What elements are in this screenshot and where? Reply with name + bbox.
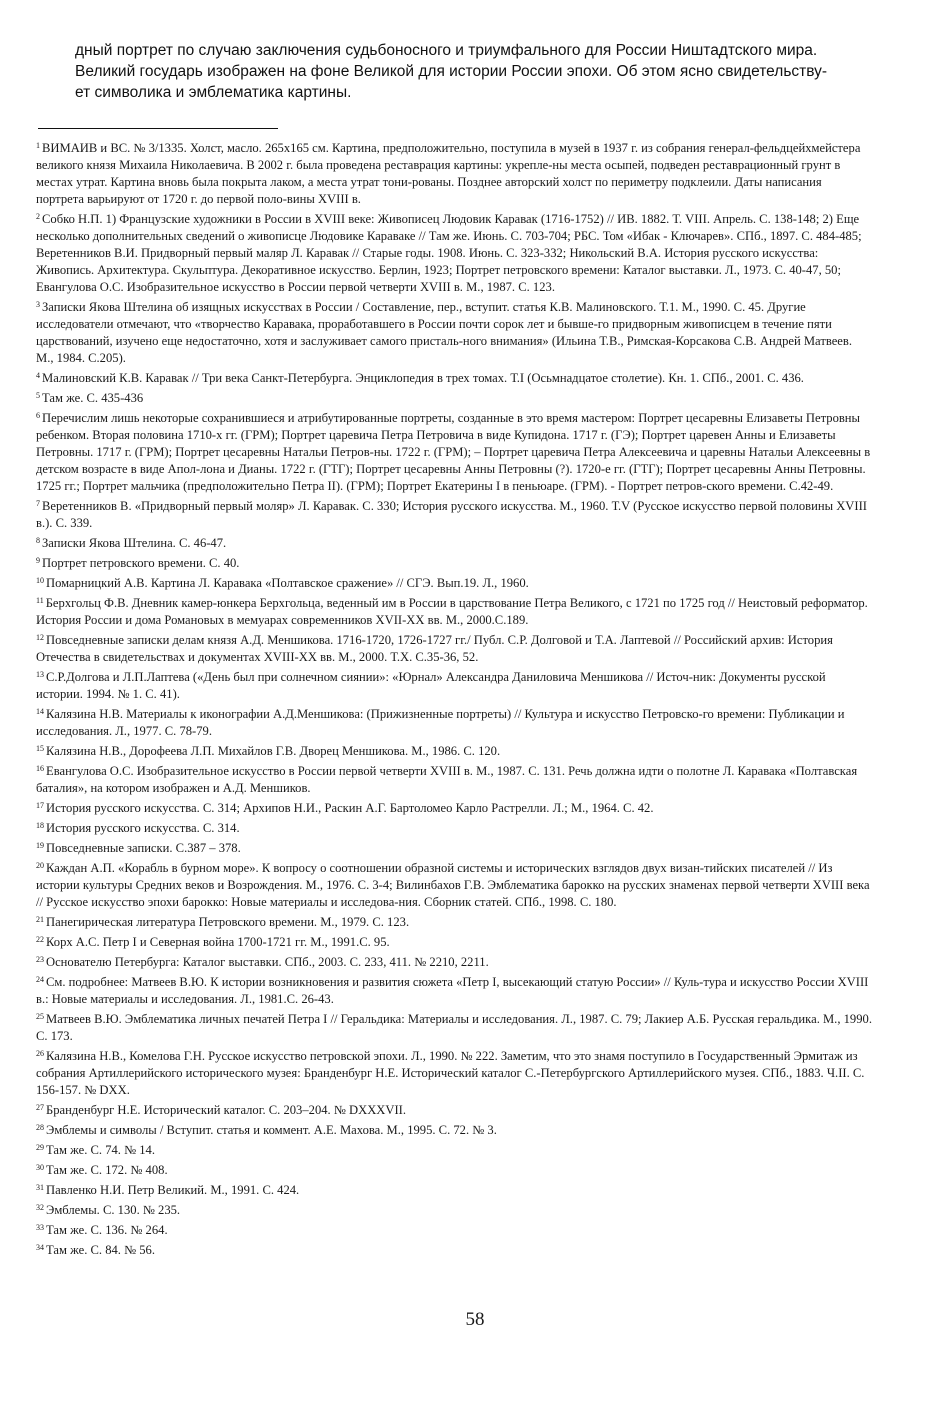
footnote-text: Малиновский К.В. Каравак // Три века Санкт-Петербурга. Энциклопедия в трех томах. Т.I (Осьмнадцатое столетие). Кн. 1. СПб., 2001. С. 436. <box>42 371 804 385</box>
footnote <box>36 931 872 951</box>
footnote-text: Записки Якова Штелина. С. 46-47. <box>42 536 227 550</box>
footnote-number: 16 <box>36 764 44 773</box>
footnote-text: С.Р.Долгова и Л.П.Лаптева («День был при солнечном сиянии»: «Юрнал» Александра Даниловича Меншикова // Источ-ник: Документы русской истории. 1994. № 1. С. 41). <box>36 670 826 701</box>
footnote-text: Эмблемы. С. 130. № 235. <box>46 1203 181 1217</box>
footnote <box>36 1159 872 1179</box>
footnote-number: 17 <box>36 801 44 810</box>
footnote-number: 1 <box>36 141 40 150</box>
footnote-number: 9 <box>36 556 40 565</box>
footnote <box>36 911 872 931</box>
main-text-paragraph <box>75 40 875 103</box>
footnote-text: История русского искусства. С. 314. <box>46 821 240 835</box>
footnote <box>36 1199 872 1219</box>
footnote <box>36 495 872 532</box>
footnote-number: 2 <box>36 212 40 221</box>
footnote-text: Повседневные записки. С.387 – 378. <box>46 841 241 855</box>
footnote-number: 29 <box>36 1143 44 1152</box>
footnote <box>36 572 872 592</box>
footnote-number: 23 <box>36 955 44 964</box>
page-number: 58 <box>465 1309 485 1330</box>
footnote <box>36 666 872 703</box>
footnote-number: 11 <box>36 596 44 605</box>
footnote <box>36 837 872 857</box>
footnote-text: Перечислим лишь некоторые сохранившиеся и атрибутированные портреты, созданные в это время мастером: Портрет цесаревны Елизаветы Петровны ребенком. Вторая половина 1710-х гг. (ГРМ); Портрет царевича Петра Петровича в виде Купидона. 1717 г. (ГЭ); Портрет царевен Анны и Елизаветы Петровны. 1717 г. (ГРМ); Портрет цесаревны Натальи Петров-ны. 1722 г. (ГРМ); – Портрет царевича Петра Алексеевича и царевны Натальи Алексеевны в детском возрасте в виде Апол-лона и Дианы. 1722 г. (ГТГ); Портрет цесаревны Анны Петровны (?). 1720-е гг. (ГТГ); Портрет цесаревны Анны Петровны. 1725 гг.; Портрет мальчика (предположительно Петра II). (ГРМ); Портрет Екатерины I в пеньюаре. (ГРМ). - Портрет петров-ского времени. С.42-49. <box>36 411 871 493</box>
footnote-number: 3 <box>36 300 40 309</box>
footnote-number: 4 <box>36 371 40 380</box>
footnote-number: 21 <box>36 915 44 924</box>
footnote-number: 33 <box>36 1223 44 1232</box>
footnote-number: 10 <box>36 576 44 585</box>
footnote-text: Там же. С. 84. № 56. <box>46 1243 156 1257</box>
footnote-number: 7 <box>36 499 40 508</box>
footnote-number: 19 <box>36 841 44 850</box>
footnote-text: Записки Якова Штелина об изящных искусствах в России / Составление, пер., вступит. статья К.В. Малиновского. Т.1. М., 1990. С. 45. Другие исследователи отмечают, что «творчество Каравака, проработавшего в России почти сорок лет и бывше-го придворным живописцем в течение пяти царствований, изучено еще недостаточно, хотя и заслуживает самого присталь-ного внимания» (Ильина Т.В., Римская-Корсакова С.В. Андрей Матвеев. М., 1984. С.205). <box>36 300 852 365</box>
footnote-text: Портрет петровского времени. С. 40. <box>42 556 240 570</box>
footnote-text: Повседневные записки делам князя А.Д. Меншикова. 1716-1720, 1726-1727 гг./ Публ. С.Р. Долговой и Т.А. Лаптевой // Российский архив: История Отечества в свидетельствах и документах XVIII-XX вв. М., 2000. Т.Х. С.35-36, 52. <box>36 633 833 664</box>
main-text-line: дный портрет по случаю заключения судьбоносного и триумфального для России Ништадтского мира. <box>75 42 818 59</box>
footnote-text: Там же. С. 74. № 14. <box>46 1143 156 1157</box>
footnote-number: 32 <box>36 1203 44 1212</box>
footnote <box>36 951 872 971</box>
footnote-text: Калязина Н.В. Материалы к иконографии А.Д.Меншикова: (Прижизненные портреты) // Культура и искусство Петровско-го времени: Публикации и исследования. Л., 1977. С. 78-79. <box>36 707 845 738</box>
footnote-text: Там же. С. 435-436 <box>42 391 144 405</box>
footnote-text: Каждан А.П. «Корабль в бурном море». К вопросу о соотношении образной системы и исторических взглядов двух визан-тийских писателей // Из истории культуры Средних веков и Возрождения. М., 1976. С. 3-4; Вилинбахов Г.В. Эмблематика барокко на русских знаменах первой четверти XVIII века // Русское искусство эпохи барокко: Новые материалы и исследова-ния. Сборник статей. СПб., 1998. С. 180. <box>36 861 870 909</box>
footnote-text: Там же. С. 172. № 408. <box>46 1163 168 1177</box>
footnote-text: Берхгольц Ф.В. Дневник камер-юнкера Берхгольца, веденный им в России в царствование Петра Великого, с 1721 по 1725 год // Неистовый реформатор. История России и дома Романовых в мемуарах современников XVII-XX вв. М., 2000.С.189. <box>36 596 868 627</box>
footnote <box>36 1045 872 1099</box>
footnote-text: Собко Н.П. 1) Французские художники в России в XVIII веке: Живописец Людовик Каравак (1716-1752) // ИВ. 1882. Т. VIII. Апрель. С. 138-148; 2) Еще несколько дополнительных сведений о живописце Людовике Караваке // Там же. Июнь. С. 703-704; РБС. Том «Ибак - Ключарев». СПб., 1897. С. 484-485; Веретенников В.И. Придворный первый маляр Л. Каравак // Старые годы. 1908. Июнь. С. 323-332; Никольский В.А. История русского искусства: Живопись. Архитектура. Скульптура. Декоративное искусство. Берлин, 1923; Портрет петровского времени: Каталог выставки. Л., 1973. С. 40-47, 50; Евангулова О.С. Изобразительное искусство в России первой четверти XVIII в. М., 1987. С. 123. <box>36 212 862 294</box>
footnote-text: Панегирическая литература Петровского времени. М., 1979. С. 123. <box>46 915 410 929</box>
footnote <box>36 740 872 760</box>
footnote-text: Матвеев В.Ю. Эмблематика личных печатей Петра I // Геральдика: Материалы и исследования. Л., 1987. С. 79; Лакиер А.Б. Русская геральдика. М., 1990. С. 173. <box>36 1012 872 1043</box>
footnote <box>36 137 872 208</box>
footnote <box>36 407 872 495</box>
footnote <box>36 797 872 817</box>
main-text-line: ет символика и эмблематика картины. <box>75 84 352 101</box>
footnote-number: 8 <box>36 536 40 545</box>
main-text-line: Великий государь изображен на фоне Великой для истории России эпохи. Об этом ясно свидетельству- <box>75 63 828 80</box>
footnote <box>36 1099 872 1119</box>
footnote <box>36 817 872 837</box>
footnote-text: История русского искусства. С. 314; Архипов Н.И., Раскин А.Г. Бартоломео Карло Растрелли. Л.; М., 1964. С. 42. <box>46 801 654 815</box>
footnote-number: 12 <box>36 633 44 642</box>
footnote-number: 5 <box>36 391 40 400</box>
footnote-text: Основателю Петербурга: Каталог выставки. СПб., 2003. С. 233, 411. № 2210, 2211. <box>46 955 489 969</box>
footnote <box>36 208 872 296</box>
footnote <box>36 857 872 911</box>
footnote-number: 14 <box>36 707 44 716</box>
footnote-number: 15 <box>36 744 44 753</box>
footnote-number: 26 <box>36 1049 44 1058</box>
footnote-number: 18 <box>36 821 44 830</box>
footnote-text: ВИМАИВ и ВС. № 3/1335. Холст, масло. 265х165 см. Картина, предположительно, поступила в музей в 1937 г. из собрания генерал-фельдцейхмейстера великого князя Михаила Николаевича. В 2002 г. была проведена реставрация картины: укрепле-ны места осыпей, подведен реставрационный грунт в местах утрат. Картина вновь была покрыта лаком, а места утрат тони-рованы. Позднее авторский холст по периметру подклеили. Даты написания портрета варьируют от 1720 г. до первой поло-вины XVIII в. <box>36 141 861 206</box>
footnote-number: 20 <box>36 861 44 870</box>
footnote-number: 24 <box>36 975 44 984</box>
footnote-number: 28 <box>36 1123 44 1132</box>
footnote-text: Калязина Н.В., Дорофеева Л.П. Михайлов Г.В. Дворец Меншикова. М., 1986. С. 120. <box>46 744 501 758</box>
footnote-number: 27 <box>36 1103 44 1112</box>
footnote <box>36 296 872 367</box>
footnote <box>36 703 872 740</box>
footnote <box>36 532 872 552</box>
footnote <box>36 592 872 629</box>
footnote-number: 31 <box>36 1183 44 1192</box>
footnote-text: Там же. С. 136. № 264. <box>46 1223 168 1237</box>
footnote-text: Корх А.С. Петр I и Северная война 1700-1721 гг. М., 1991.С. 95. <box>46 935 390 949</box>
footnote-text: См. подробнее: Матвеев В.Ю. К истории возникновения и развития сюжета «Петр I, высекающий статую России» // Куль-тура и искусство России XVIII в.: Новые материалы и исследования. Л., 1981.С. 26-43. <box>36 975 869 1006</box>
footnote-text: Эмблемы и символы / Вступит. статья и коммент. А.Е. Махова. М., 1995. С. 72. № 3. <box>46 1123 497 1137</box>
footnote-text: Бранденбург Н.Е. Исторический каталог. С. 203–204. № DXXXVII. <box>46 1103 407 1117</box>
footnote-text: Павленко Н.И. Петр Великий. М., 1991. С. 424. <box>46 1183 300 1197</box>
footnote-separator-rule <box>38 128 278 129</box>
footnote-text: Веретенников В. «Придворный первый моляр» Л. Каравак. С. 330; История русского искусства. М., 1960. Т.V (Русское искусство первой половины XVIII в.). С. 339. <box>36 499 867 530</box>
footnote-text: Помарницкий А.В. Картина Л. Каравака «Полтавское сражение» // СГЭ. Вып.19. Л., 1960. <box>46 576 529 590</box>
footnote-text: Евангулова О.С. Изобразительное искусство в России первой четверти XVIII в. М., 1987. С. 131. Речь должна идти о полотне Л. Каравака «Полтавская баталия», на котором изображен и А.Д. Меншиков. <box>36 764 858 795</box>
footnote-number: 30 <box>36 1163 44 1172</box>
footnote-number: 13 <box>36 670 44 679</box>
footnotes-list <box>36 137 872 1259</box>
footnote-number: 6 <box>36 411 40 420</box>
footnote <box>36 1239 872 1259</box>
footnote-number: 34 <box>36 1243 44 1252</box>
footnote <box>36 971 872 1008</box>
footnote-number: 22 <box>36 935 44 944</box>
footnote <box>36 1179 872 1199</box>
footnote-text: Калязина Н.В., Комелова Г.Н. Русское искусство петровской эпохи. Л., 1990. № 222. Заметим, что это знамя поступило в Государственный Эрмитаж из собрания Артиллерийского исторического музея: Бранденбург Н.Е. Исторический каталог С.-Петербургского Артиллерийского музея. СПб., 1883. Ч.II. С. 156-157. № DXX. <box>36 1049 865 1097</box>
footnote <box>36 387 872 407</box>
footnote <box>36 1219 872 1239</box>
footnote <box>36 629 872 666</box>
footnote <box>36 760 872 797</box>
footnote <box>36 1008 872 1045</box>
footnote <box>36 552 872 572</box>
footnote <box>36 1139 872 1159</box>
footnote <box>36 367 872 387</box>
footnote-number: 25 <box>36 1012 44 1021</box>
footnote <box>36 1119 872 1139</box>
